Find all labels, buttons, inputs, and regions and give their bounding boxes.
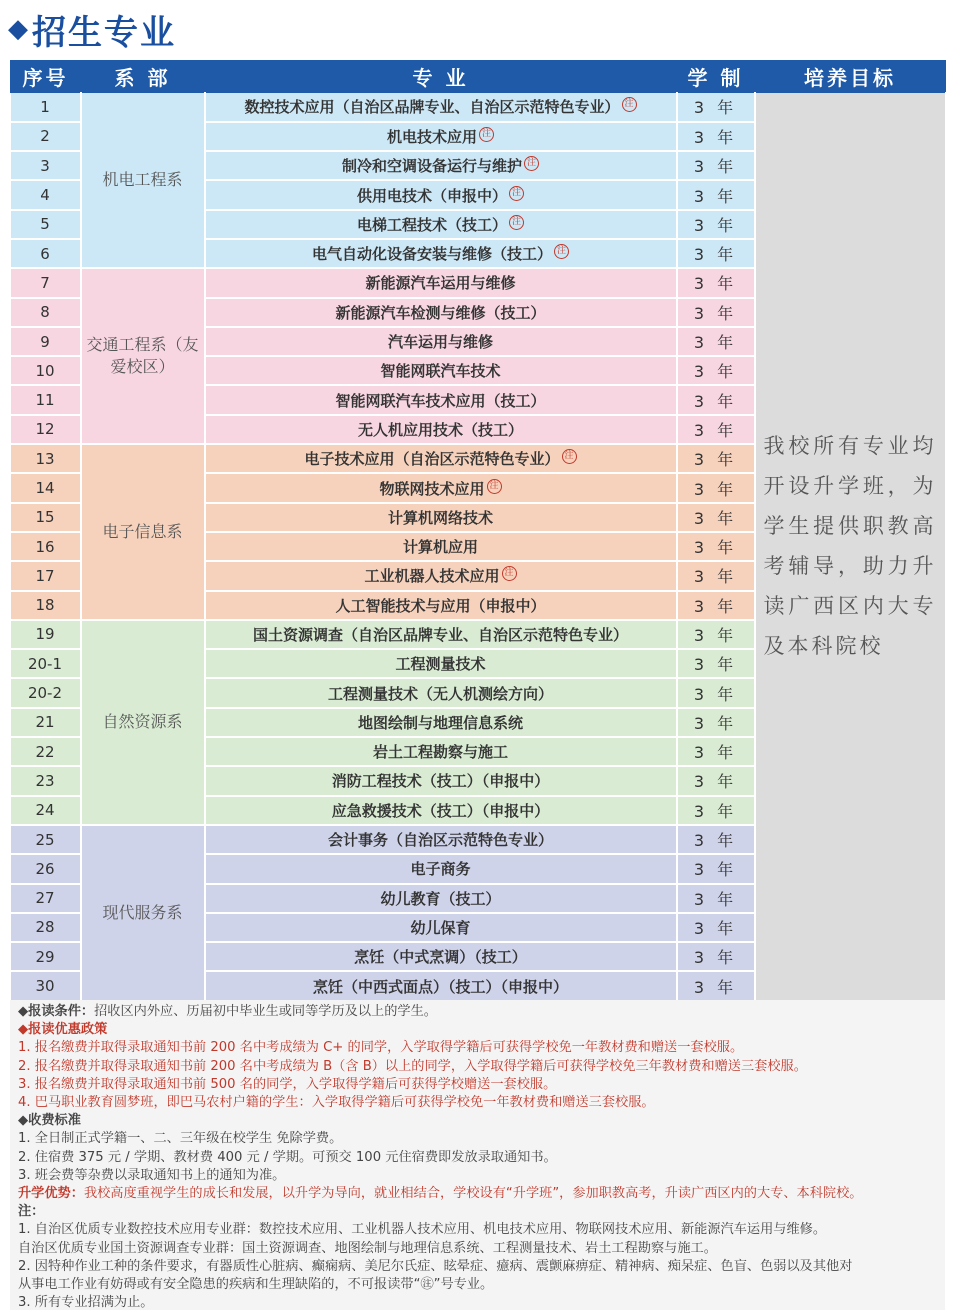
major-name — [205, 93, 677, 122]
study-years: 3 年 — [677, 239, 755, 268]
row-number: 9 — [11, 327, 81, 356]
note-mark-icon: 注 — [509, 186, 524, 201]
major-name — [205, 708, 677, 737]
major-label: 幼儿保育 — [410, 918, 471, 937]
row-number: 30 — [11, 971, 81, 1000]
study-years: 3 年 — [677, 180, 755, 209]
major-label: 电气自动化设备安装与维修（技工） — [311, 245, 552, 264]
major-name — [205, 971, 677, 1000]
row-number: 7 — [11, 268, 81, 297]
major-name — [205, 415, 677, 444]
advantage-line — [18, 1185, 937, 1203]
major-label: 新能源汽车运用与维修 — [365, 274, 516, 293]
major-label: 幼儿教育（技工） — [380, 889, 501, 908]
major-name — [205, 151, 677, 180]
row-number: 23 — [11, 766, 81, 795]
major-label: 机电技术应用 — [386, 127, 477, 146]
major-name — [205, 327, 677, 356]
major-name — [205, 473, 677, 502]
note-mark-icon: 注 — [502, 566, 517, 581]
policy-item: 2. 报名缴费并取得录取通知书前 200 名中考成绩为 B（含 B）以上的同学，入学取得学籍后可获得学校免三年教材费和赠送三套校服。 — [18, 1058, 807, 1074]
fees-item: 1. 全日制正式学籍一、二、三年级在校学生 免除学费。 — [18, 1131, 343, 1147]
major-label: 电梯工程技术（技工） — [356, 215, 507, 234]
major-label: 人工智能技术与应用（申报中） — [335, 596, 546, 615]
study-years: 3 年 — [677, 268, 755, 297]
row-number: 27 — [11, 884, 81, 913]
major-label: 数控技术应用（自治区品牌专业、自治区示范特色专业） — [244, 98, 620, 117]
row-number: 18 — [11, 591, 81, 620]
major-label: 新能源汽车检测与维修（技工） — [335, 303, 546, 322]
major-label: 会计事务（自治区示范特色专业） — [327, 831, 553, 850]
row-number: 3 — [11, 151, 81, 180]
major-label: 汽车运用与维修 — [387, 333, 493, 352]
row-number: 20-1 — [11, 649, 81, 678]
diamond-icon: ◆ — [8, 14, 28, 44]
remark-item: 2. 因特种作业工种的条件要求，有器质性心脏病、癫痫病、美尼尔氏症、眩晕症、癔病、震颤麻痹症、精神病、痴呆症、色盲、色弱以及其他对 — [18, 1258, 853, 1274]
department-name: 电子信息系 — [81, 444, 205, 620]
major-name — [205, 239, 677, 268]
study-years: 3 年 — [677, 122, 755, 151]
header-no: 序号 — [11, 61, 81, 93]
major-name — [205, 180, 677, 209]
row-number: 11 — [11, 385, 81, 414]
major-label: 供用电技术（申报中） — [356, 186, 507, 205]
major-name — [205, 532, 677, 561]
row-number: 14 — [11, 473, 81, 502]
major-name — [205, 796, 677, 825]
majors-table — [10, 60, 947, 1002]
study-years: 3 年 — [677, 93, 755, 122]
major-label: 岩土工程勘察与施工 — [372, 743, 508, 762]
row-number: 10 — [11, 356, 81, 385]
department-name: 交通工程系（友爱校区） — [81, 268, 205, 444]
study-years: 3 年 — [677, 620, 755, 649]
department-name: 现代服务系 — [81, 825, 205, 1001]
fees-item: 2. 住宿费 375 元 / 学期、教材费 400 元 / 学期。可预交 100 元住宿费即发放录取通知书。 — [18, 1149, 557, 1165]
row-number: 21 — [11, 708, 81, 737]
major-label: 智能网联汽车技术应用（技工） — [335, 391, 546, 410]
study-years: 3 年 — [677, 356, 755, 385]
major-label: 计算机应用 — [402, 538, 478, 557]
row-number: 24 — [11, 796, 81, 825]
major-name — [205, 298, 677, 327]
study-years: 3 年 — [677, 532, 755, 561]
remark-item: 自治区优质专业国土资源调查专业群：国土资源调查、地图绘制与地理信息系统、工程测量技术、岩土工程勘察与施工。 — [18, 1240, 717, 1256]
row-number: 28 — [11, 913, 81, 942]
policy-item: 4. 巴马职业教育圆梦班，即巴马农村户籍的学生：入学取得学籍后可获得学校免一年教材费和赠送三套校服。 — [18, 1095, 655, 1111]
study-years: 3 年 — [677, 825, 755, 854]
major-label: 烹饪（中西式面点）（技工）（申报中） — [312, 977, 568, 996]
major-label: 烹饪（中式烹调）（技工） — [354, 948, 527, 967]
major-label: 物联网技术应用 — [379, 479, 485, 498]
study-years: 3 年 — [677, 913, 755, 942]
major-name — [205, 503, 677, 532]
major-name — [205, 678, 677, 707]
major-name — [205, 122, 677, 151]
major-name — [205, 825, 677, 854]
header-major: 专 业 — [205, 61, 677, 93]
study-years: 3 年 — [677, 591, 755, 620]
major-label: 工程测量技术（无人机测绘方向） — [327, 684, 553, 703]
row-number: 6 — [11, 239, 81, 268]
policy-item: 1. 报名缴费并取得录取通知书前 200 名中考成绩为 C+ 的同学，入学取得学籍后可获得学校免一年教材费和赠送一套校服。 — [18, 1040, 744, 1056]
study-years: 3 年 — [677, 766, 755, 795]
study-years: 3 年 — [677, 327, 755, 356]
row-number: 17 — [11, 561, 81, 590]
row-number: 16 — [11, 532, 81, 561]
major-label: 消防工程技术（技工）（申报中） — [331, 772, 550, 791]
remark-head: 注： — [18, 1204, 45, 1220]
row-number: 8 — [11, 298, 81, 327]
table-row — [11, 93, 946, 122]
policy-item: 3. 报名缴费并取得录取通知书前 500 名的同学，入学取得学籍后可获得学校赠送一套校服。 — [18, 1076, 557, 1092]
study-years: 3 年 — [677, 708, 755, 737]
study-years: 3 年 — [677, 854, 755, 883]
conditions-text: 招收区内外应、历届初中毕业生或同等学历及以上的学生。 — [94, 1004, 437, 1019]
major-label: 电子技术应用（自治区示范特色专业） — [304, 450, 560, 469]
remark-item: 3. 所有专业招满为止。 — [18, 1295, 154, 1310]
major-label: 工业机器人技术应用 — [364, 567, 500, 586]
row-number: 20-2 — [11, 678, 81, 707]
row-number: 5 — [11, 210, 81, 239]
major-name — [205, 649, 677, 678]
study-years: 3 年 — [677, 971, 755, 1000]
header-years: 学 制 — [677, 61, 755, 93]
note-mark-icon: 注 — [487, 479, 502, 494]
remark-item: 1. 自治区优质专业数控技术应用专业群：数控技术应用、工业机器人技术应用、机电技术应用、物联网技术应用、新能源汽车运用与维修。 — [18, 1222, 827, 1238]
row-number: 19 — [11, 620, 81, 649]
training-goal: 我校所有专业均开设升学班，为学生提供职教高考辅导，助力升读广西区内大专及本科院校 — [755, 93, 946, 1001]
study-years: 3 年 — [677, 415, 755, 444]
note-mark-icon: 注 — [562, 449, 577, 464]
major-label: 国土资源调查（自治区品牌专业、自治区示范特色专业） — [252, 625, 628, 644]
study-years: 3 年 — [677, 678, 755, 707]
study-years: 3 年 — [677, 473, 755, 502]
major-name — [205, 854, 677, 883]
page-title — [8, 6, 176, 52]
study-years: 3 年 — [677, 385, 755, 414]
major-name — [205, 591, 677, 620]
study-years: 3 年 — [677, 503, 755, 532]
page-title-text: 招生专业 — [32, 12, 176, 53]
major-name — [205, 444, 677, 473]
study-years: 3 年 — [677, 737, 755, 766]
major-name — [205, 913, 677, 942]
row-number: 22 — [11, 737, 81, 766]
major-name — [205, 942, 677, 971]
majors-table-wrap — [10, 60, 945, 1002]
major-label: 地图绘制与地理信息系统 — [357, 713, 523, 732]
note-mark-icon: 注 — [479, 127, 494, 142]
major-name — [205, 356, 677, 385]
major-name — [205, 884, 677, 913]
study-years: 3 年 — [677, 151, 755, 180]
study-years: 3 年 — [677, 561, 755, 590]
major-name — [205, 737, 677, 766]
remark-item: 从事电工作业有妨碍或有安全隐患的疾病和生理缺陷的，不可报读带“㊟”号专业。 — [18, 1277, 494, 1293]
department-name: 机电工程系 — [81, 93, 205, 269]
header-department: 系 部 — [81, 61, 205, 93]
major-label: 应急救援技术（技工）（申报中） — [331, 801, 550, 820]
study-years: 3 年 — [677, 884, 755, 913]
conditions-head: ◆报读条件： — [18, 1004, 95, 1019]
study-years: 3 年 — [677, 942, 755, 971]
row-number: 1 — [11, 93, 81, 122]
major-label: 计算机网络技术 — [387, 508, 493, 527]
advantage-head: 升学优势： — [18, 1186, 84, 1202]
header-goal: 培养目标 — [755, 61, 946, 93]
notes-panel — [10, 1000, 945, 1310]
note-mark-icon: 注 — [622, 97, 637, 112]
row-number: 2 — [11, 122, 81, 151]
row-number: 13 — [11, 444, 81, 473]
policy-head: ◆报读优惠政策 — [18, 1022, 108, 1038]
major-label: 电子商务 — [410, 860, 471, 879]
study-years: 3 年 — [677, 444, 755, 473]
row-number: 26 — [11, 854, 81, 883]
row-number: 4 — [11, 180, 81, 209]
major-label: 制冷和空调设备运行与维护 — [341, 157, 522, 176]
row-number: 15 — [11, 503, 81, 532]
major-label: 工程测量技术 — [395, 655, 486, 674]
advantage-text: 我校高度重视学生的成长和发展，以升学为导向，就业相结合，学校设有“升学班”，参加职教高考，升读广西区内的大专、本科院校。 — [83, 1186, 863, 1202]
major-name — [205, 210, 677, 239]
department-name: 自然资源系 — [81, 620, 205, 825]
note-mark-icon: 注 — [524, 156, 539, 171]
major-name — [205, 766, 677, 795]
study-years: 3 年 — [677, 210, 755, 239]
row-number: 12 — [11, 415, 81, 444]
major-name — [205, 268, 677, 297]
major-label: 无人机应用技术（技工） — [357, 420, 523, 439]
major-label: 智能网联汽车技术 — [380, 362, 501, 381]
major-name — [205, 620, 677, 649]
note-mark-icon: 注 — [554, 244, 569, 259]
study-years: 3 年 — [677, 796, 755, 825]
row-number: 25 — [11, 825, 81, 854]
row-number: 29 — [11, 942, 81, 971]
table-body — [11, 93, 946, 1001]
major-name — [205, 561, 677, 590]
conditions-line — [18, 1003, 937, 1021]
fees-item: 3. 班会费等杂费以录取通知书上的通知为准。 — [18, 1167, 286, 1183]
table-header-row — [11, 61, 946, 93]
study-years: 3 年 — [677, 298, 755, 327]
note-mark-icon: 注 — [509, 215, 524, 230]
major-name — [205, 385, 677, 414]
fees-head: ◆收费标准 — [18, 1113, 81, 1129]
study-years: 3 年 — [677, 649, 755, 678]
